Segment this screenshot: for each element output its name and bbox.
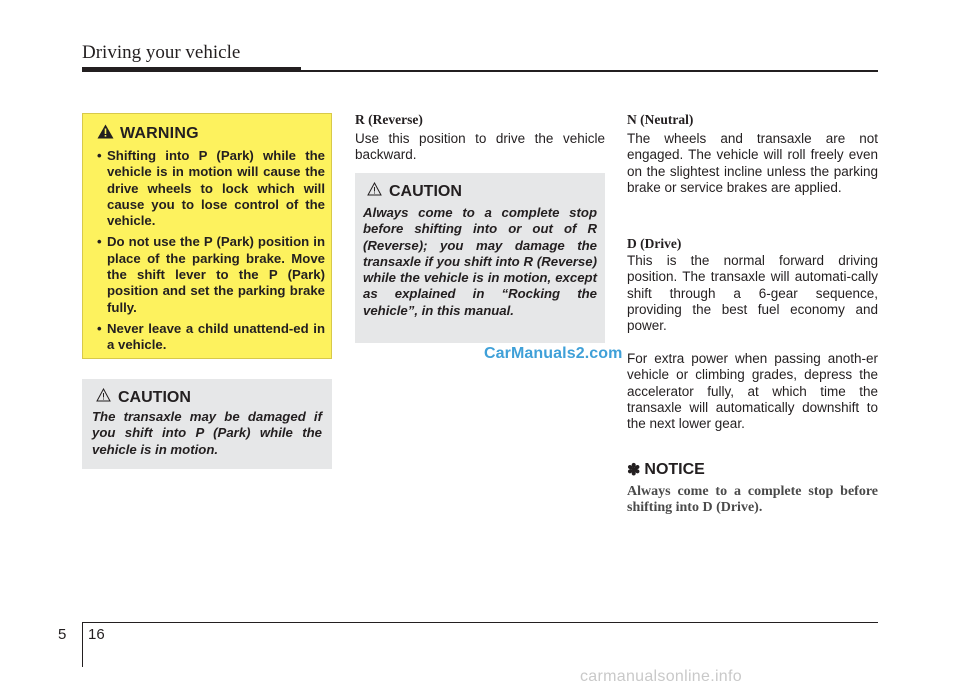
- warning-header: [97, 124, 199, 144]
- footer-site-watermark: carmanualsonline.info: [580, 668, 742, 685]
- warning-list: [93, 148, 325, 359]
- warning-triangle-icon: [97, 124, 114, 144]
- reverse-text: Use this position to drive the vehicle backward.: [355, 131, 605, 163]
- watermark-link[interactable]: CarManuals2.com: [484, 345, 623, 362]
- caution-box-middle: [355, 173, 605, 343]
- caution-header: [96, 388, 191, 407]
- neutral-heading: N (Neutral): [627, 112, 694, 127]
- warning-item: • Do not use the P (Park) position in place of the parking brake. Move the shift lever to the P (Park) position and set the parking brake fully.: [97, 234, 325, 315]
- drive-heading: D (Drive): [627, 236, 682, 251]
- caution-text: The transaxle may be damaged if you shift into P (Park) while the vehicle is in motion.: [92, 409, 322, 457]
- caution-text: Always come to a complete stop before shifting into or out of R (Reverse); you may damage the transaxle if you shift into R (Reverse) while the vehicle is in motion, except as explained in “Rocking the vehicle”, in this manual.: [363, 205, 597, 318]
- notice-header: [627, 460, 705, 480]
- caution-box-left: [82, 379, 332, 469]
- warning-item: • Never leave a child unattend-ed in a vehicle.: [97, 320, 325, 353]
- section-number: 5: [58, 626, 67, 643]
- header-rule-thin: [301, 70, 878, 72]
- warning-box: [82, 113, 332, 359]
- page-number: 16: [88, 626, 105, 643]
- caution-title: CAUTION: [389, 182, 462, 200]
- notice-text: Always come to a complete stop before shifting into D (Drive).: [627, 484, 878, 515]
- notice-title: NOTICE: [644, 461, 705, 478]
- warning-item: • Shifting into P (Park) while the vehicle is in motion will cause the drive wheels to lock which will cause you to lose control of the vehicle.: [97, 148, 325, 229]
- drive-text: This is the normal forward driving position. The transaxle will automati-cally shift through a 6-gear sequence, providing the best fuel economy and power.: [627, 253, 878, 334]
- neutral-text: The wheels and transaxle are not engaged. The vehicle will roll freely even on the slightest incline unless the parking brake or service brakes are applied.: [627, 131, 878, 195]
- caution-triangle-icon: [96, 388, 111, 407]
- footer-rule: [82, 622, 878, 623]
- page-header-title: Driving your vehicle: [82, 42, 241, 63]
- footer-divider: [82, 622, 83, 667]
- caution-triangle-icon: [367, 182, 382, 201]
- header-rule-thick: [82, 67, 301, 72]
- caution-title: CAUTION: [118, 388, 191, 406]
- caution-header: [367, 182, 462, 201]
- warning-title: WARNING: [120, 125, 199, 142]
- notice-symbol-icon: ✽: [627, 462, 641, 479]
- reverse-heading: R (Reverse): [355, 112, 423, 127]
- drive-text-extra-power: For extra power when passing anoth-er vehicle or climbing grades, depress the accelerator fully, at which time the transaxle will automatically downshift to the next lower gear.: [627, 351, 878, 432]
